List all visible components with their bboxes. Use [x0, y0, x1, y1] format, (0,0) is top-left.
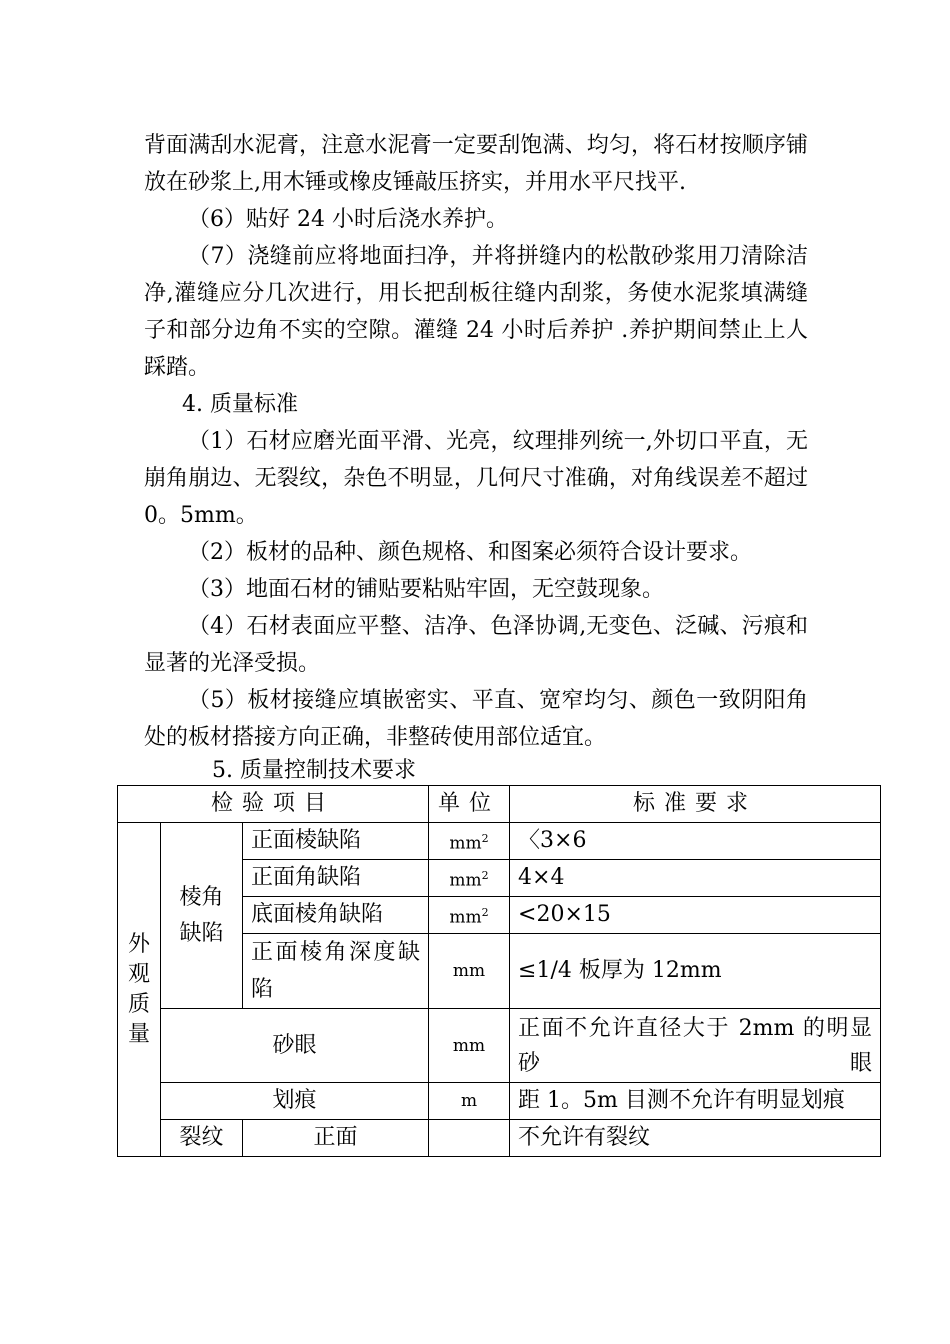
- table-header-row: [118, 786, 881, 823]
- paragraph-continuation: 背面满刮水泥膏，注意水泥膏一定要刮饱满、均匀，将石材按顺序铺放在砂浆上,用木锤或橡皮锤敲压挤实，并用水平尺找平.: [144, 133, 808, 195]
- row-name: 砂眼: [161, 1009, 429, 1083]
- paragraph-standard-5: （5）板材接缝应填嵌密实、平直、宽窄均匀、颜色一致阴阳角处的板材搭接方向正确，非整砖使用部位适宜。: [144, 688, 808, 750]
- row-standard: 距 1。5m 目测不允许有明显划痕: [510, 1083, 881, 1120]
- paragraph-standard-4: （4）石材表面应平整、洁净、色泽协调,无变色、泛碱、污痕和显著的光泽受损。: [144, 614, 808, 676]
- row-name: 正面棱缺陷: [243, 823, 429, 860]
- row-name: 正面棱角深度缺陷: [243, 934, 429, 1009]
- row-name: 正面: [243, 1120, 429, 1157]
- paragraph-standard-3: （3）地面石材的铺贴要粘贴牢固，无空鼓现象。: [188, 577, 664, 602]
- paragraph-step-7: （7）浇缝前应将地面扫净，并将拼缝内的松散砂浆用刀清除洁净,灌缝应分几次进行，用长把刮板往缝内刮浆，务使水泥浆填满缝子和部分边角不实的空隙。灌缝 24 小时后养护 .养护期间禁止上人踩踏。: [144, 244, 808, 380]
- paragraph-step-6: （6）贴好 24 小时后浇水养护。: [188, 207, 508, 232]
- paragraph-standard-1: （1）石材应磨光面平滑、光亮，纹理排列统一,外切口平直，无崩角崩边、无裂纹，杂色不明显，几何尺寸准确，对角线误差不超过 0。5mm。: [144, 429, 808, 528]
- group-appearance-quality: 外观质量: [118, 823, 161, 1157]
- table-row: [118, 823, 881, 860]
- section-heading-quality-control: 5. 质量控制技术要求: [212, 758, 416, 783]
- group-edge-defect: 棱角缺陷: [161, 823, 243, 1009]
- row-unit: $mm^2$: [429, 823, 510, 860]
- paragraph-standard-2: （2）板材的品种、颜色规格、和图案必须符合设计要求。: [188, 540, 752, 565]
- row-unit: mm: [429, 1009, 510, 1083]
- row-standard: ≤1/4 板厚为 12mm: [510, 934, 881, 1009]
- row-name: 正面角缺陷: [243, 860, 429, 897]
- row-standard: 4×4: [510, 860, 881, 897]
- row-unit: $mm^2$: [429, 897, 510, 934]
- row-unit: m: [429, 1083, 510, 1120]
- table-row: [118, 1120, 881, 1157]
- table-row: [118, 1083, 881, 1120]
- row-name: 划痕: [161, 1083, 429, 1120]
- row-unit: $mm^2$: [429, 860, 510, 897]
- header-unit: 单位: [429, 786, 510, 823]
- header-item: 检验项目: [118, 786, 429, 823]
- row-standard: <20×15: [510, 897, 881, 934]
- row-standard: 不允许有裂纹: [510, 1120, 881, 1157]
- header-standard: 标准要求: [510, 786, 881, 823]
- table-row: [118, 1009, 881, 1083]
- row-standard: 正面不允许直径大于 2mm 的明显砂眼: [510, 1009, 881, 1083]
- quality-control-table: [117, 785, 881, 1157]
- row-name: 底面棱角缺陷: [243, 897, 429, 934]
- row-unit: [429, 1120, 510, 1157]
- row-group-crack: 裂纹: [161, 1120, 243, 1157]
- row-standard: 〈3×6: [510, 823, 881, 860]
- row-unit: mm: [429, 934, 510, 1009]
- section-heading-quality-standard: 4. 质量标准: [182, 392, 298, 417]
